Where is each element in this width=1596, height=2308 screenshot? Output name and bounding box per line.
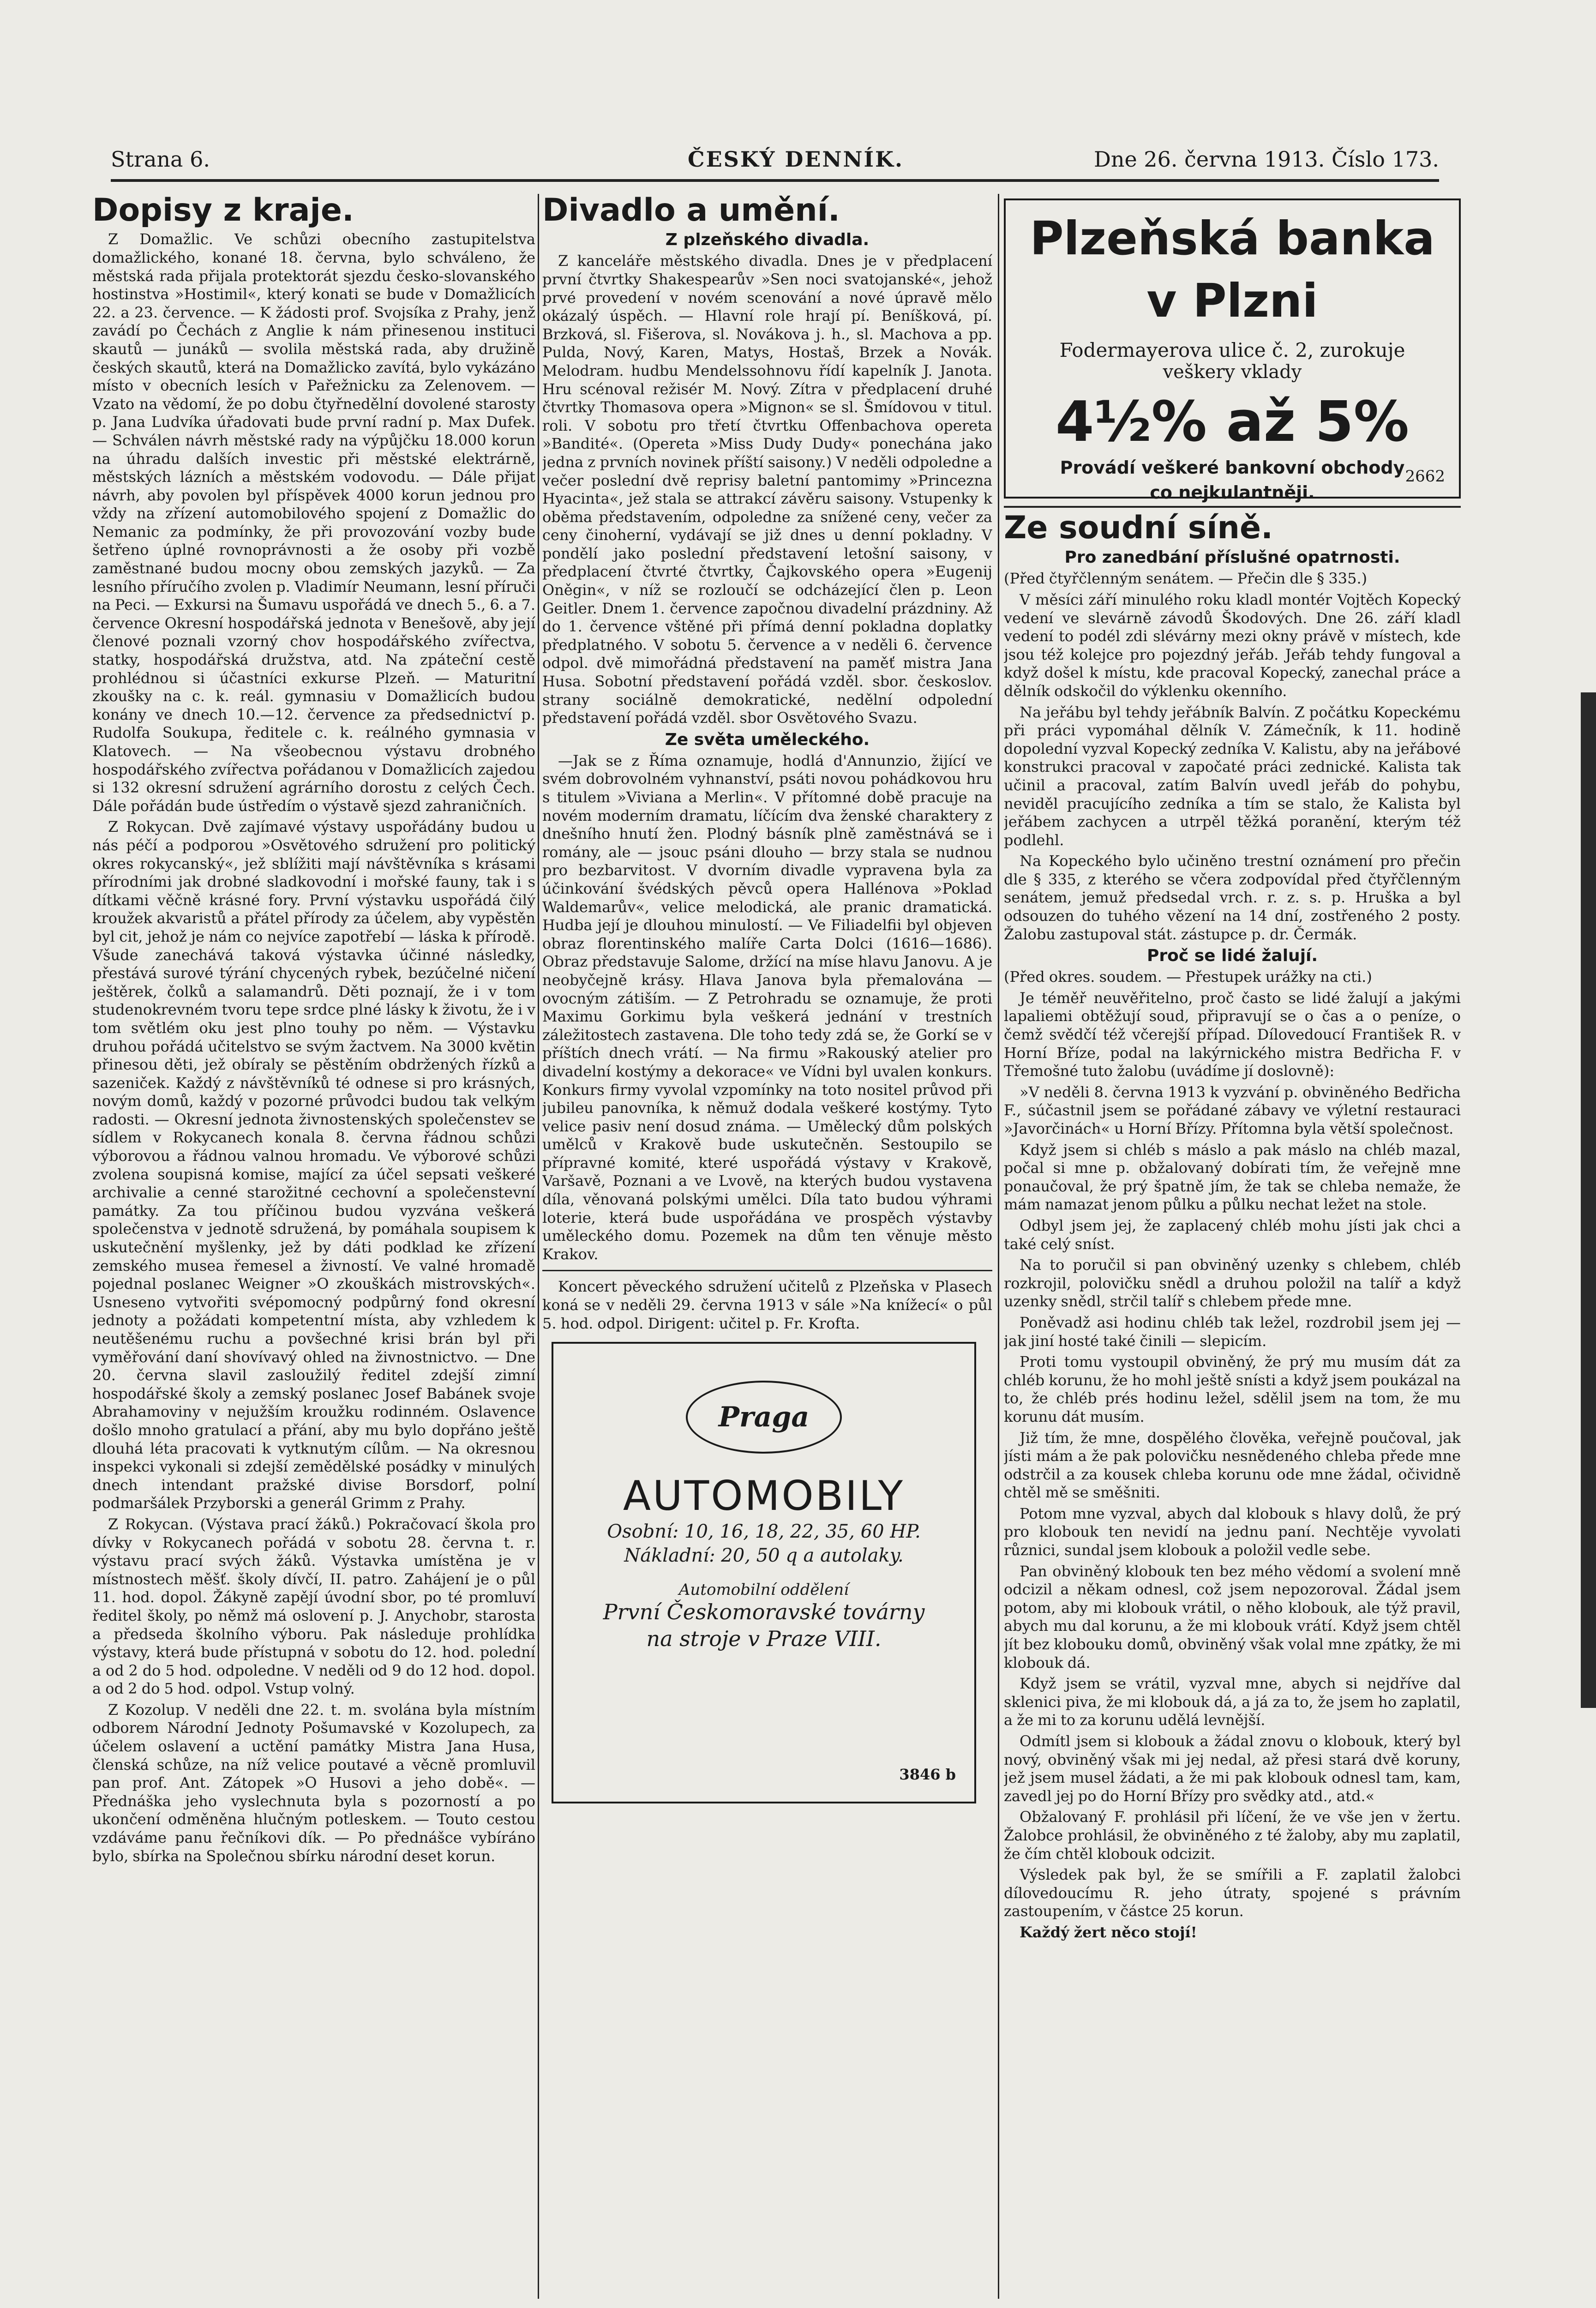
ad-line: První Českomoravské továrny — [603, 1599, 925, 1625]
interest-rate: 4½% až 5% — [1055, 390, 1410, 454]
paragraph: Obžalovaný F. prohlásil při líčení, že ve vše jen v žertu. Žalobce prohlásil, že obviněného z té žaloby, aby mu zaplatil, že čím chtěl klobouk odcizit. — [1004, 1808, 1461, 1863]
column-court — [1004, 194, 1461, 2299]
divider — [1004, 506, 1461, 508]
bank-address: Fodermayerova ulice č. 2, zurokuje — [1059, 339, 1405, 361]
praga-automobile-ad — [552, 1342, 976, 1803]
paragraph: Proti tomu vystoupil obviněný, že prý mu musím dát za chléb korunu, že ho mohl ještě snísti a když jsem poukázal na to, že chléb prés hodinu ležel, sdělil jsem na tom, že mu korunu dát musím. — [1004, 1353, 1461, 1425]
paragraph: Pan obviněný klobouk ten bez mého vědomí a svolení mně odcizil a někam odnesl, což jsem nepozoroval. Žádal jsem potom, aby mi klobouk vrátil, o něho klobouk, ale týž pravil, abych mu dal korunu, a že mi klobouk vrátí. Když jsem chtěl jít bez klobouku domů, obviněný však volal mne zpátky, že mi klobouk dá. — [1004, 1562, 1461, 1671]
ad-line: Osobní: 10, 16, 18, 22, 35, 60 HP. — [607, 1521, 921, 1543]
paragraph: Když jsem se vrátil, vyzval mne, abych si nejdříve dal sklenici piva, že mi klobouk dá, a já za to, že jsem ho zaplatil, a že mi to za korunu udělá levnější. — [1004, 1675, 1461, 1729]
court-note: (Před okres. soudem. — Přestupek urážky na cti.) — [1004, 968, 1372, 986]
paragraph: V měsíci září minulého roku kladl montér Vojtěch Kopecký vedení ve slevárně závodů Škodových. Dne 26. září kladl vedení to podél zdi slévárny mezi okny právě v místech, kde jsou též kolejce pro pojezdný jeřáb. Jeřáb tehdy fungoval a když došel k místu, kde pracoval Kopecký, zanechal práce a dělník odskočil do výklenku okenního. — [1004, 590, 1461, 700]
page-number: Strana 6. — [111, 147, 210, 172]
ad-line: Nákladní: 20, 50 q a autolaky. — [624, 1545, 904, 1567]
issue-date: Dne 26. června 1913. Číslo 173. — [1093, 147, 1439, 172]
paragraph: Potom mne vyzval, abych dal klobouk s hlavy dolů, že prý pro klobouk ten nevidí na jednu paní. Nechtěje vyvolati různici, sundal jsem klobouk a položil vedle sebe. — [1004, 1504, 1461, 1559]
article-rokycany: Z Rokycan. Dvě zajímavé výstavy uspořádány budou u nás péčí a podporou »Osvětového sdružení pro politický okres rokycanský«, jež sblížiti mají návštěvníka s krásami přírodními jak drobné sladkovodní i mořské fauny, tak i s dítkami věčně krásné fory. První výstavku uspořádá čilý kroužek akvaristů a přátel přírody za účelem, aby vypěstěn byl cit, jehož je nám co nejvíce zapotřebí — láska k přírodě. Všude zanechává taková výstavka účinné následky, přestává surové týrání chycených rybek, bezúčelné ničení ještěrek, čolků a salamandrů. Děti poznají, že i v tom studenokrevném tvoru tepe srdce plné lásky k životu, že i v tom světlém oku jest plno touhy po něm. — Výstavku druhou pořádá učitelstvo se svým žactvem. Na 3000 květin přinesou děti, jež obíraly se pěstěním obdržených řízků a sazeniček. Každý z návštěvníků té odnese si pro krásných, novým domů, každý v pozorné průvodci budou tak velkým radosti. — Okresní jednota živnostenských společenstev se sídlem v Rokycanech konala 8. června řádnou schůzi výborovou a řádnou valnou hromadu. Ve výborové schůzi zvolena soupisná komise, mající za účel sepsati veškeré archivalie a cenné starožitné cechovní a společenstevní památky. Za tou příčinou budou vyzvána veškerá společenstva v jednotě sdružená, by pomáhala soupisem k uskutečnění myšlenky, jež by dáti podklad ke zřízení zemského musea řemesel a živností. Ve valné hromadě pojednal poslanec Weigner »O zkouškách mistrovských«. Usneseno vytvořiti svépomocný podpůrný fond okresní jednoty a požádati kompetentní místa, aby vzhledem k neutěšenému ruchu a povšechné krisi brán byl při vyměřování daní shovívavý ohled na živnostnictvo. — Dne 20. června slavil zasloužilý ředitel zdejší zimní hospodářské školy a zemský poslanec Josef Babánek svoje Abrahamoviny v nejužším kroužku rodinném. Oslavence došlo mnoho gratulací a přání, aby mu bylo dopřáno ještě dlouhá léta pracovati k vytknutým cílům. — Na okresnou inspekci vykonali si zdejší zemědělské posádky v minulých dnech intendant pražské divise Borsdorf, polní podmaršálek Przyborski a generál Grimm z Prahy. — [92, 818, 535, 1512]
closing-line: Každý žert něco stojí! — [1020, 1923, 1197, 1941]
paragraph: Výsledek pak byl, že se smířili a F. zaplatil žalobci dílovedoucímu R. jeho útraty, spojené s právním zastoupením, v částce 25 korun. — [1004, 1866, 1461, 1920]
column-rule-1 — [538, 194, 539, 2299]
section-heading: Dopisy z kraje. — [92, 194, 354, 228]
paragraph: Na Kopeckého bylo učiněno trestní oznámení pro přečin dle § 335, z kterého se včera zodpovídal před čtyřčlenným senátem, jemuž předsedal vrch. r. z. s. p. Hruška a byl odsouzen do tuhého vězení na 14 dní, zostřeného 2 posty. Žalobu zastupoval stát. zástupce p. dr. Čermák. — [1004, 852, 1461, 943]
bank-text: veškery vklady — [1163, 361, 1302, 383]
paragraph: Odmítl jsem si klobouk a žádal znovu o klobouk, který byl nový, obviněný však mi jej nedal, až přesi stará dvě koruny, jež jsem musel žádati, a že mi pak klobouk odnesl tam, kam, zavedl jej po do Horní Břízy pro svědky atd., atd.« — [1004, 1732, 1461, 1805]
column-regional-letters — [92, 194, 535, 2299]
subheading: Z plzeňského divadla. — [665, 230, 870, 250]
article-rokycany-exhibition: Z Rokycan. (Výstava prací žáků.) Pokračovací škola pro dívky v Rokycanech pořádá v sobotu 28. června t. r. výstavu prací svých žáků. Výstavka umístěna je v místnostech měšť. školy dívčí, II. patro. Zahájení je o půl 11. hod. dopol. Žákyně zapějí úvodní sbor, po té promluví ředitel školy, po němž má oslovení p. J. Anychobr, starosta a předseda školního výboru. Pak následuje prohlídka výstavy, která bude přístupná v sobotu do 12. hod. polední a od 2 do 5 hod. odpoledne. V neděli od 9 do 12 hod. dopol. a od 2 do 5 hod. odpol. Vstup volný. — [92, 1515, 535, 1698]
article-art-world: —Jak se z Říma oznamuje, hodlá d'Annunzio, žijící ve svém dobrovolném vyhnanství, psáti novou pohádkovou hru s titulem »Viviana a Merlin«. V přítomné době pracuje na novém moderním dramatu, líčícím dva ženské charaktery z dnešního hnutí žen. Plodný básník plně zaměstnává se i romány, ale — jsouc psáni dlouho — brzy stala se nudnou pro bezbarvitost. V dvorním divadle vypravena byla za účinkování švédských pěvců opera Hallénova »Poklad Waldemarův«, velice melodická, ale pranic dramatická. Hudba její je dlouhou minulostí. — Ve Filiadelfii byl objeven obraz florentinského malíře Carta Dolci (1616—1686). Obraz představuje Salome, držící na míse hlavu Janovu. A je neobyčejně krásy. Hlava Janova byla přemalována — ovocným zátiším. — Z Petrohradu se oznamuje, že proti Maximu Gorkimu byla veškerá jednání v trestních záležitostech zastavena. Dle toho tedy zdá se, že Gorkí se v příštích dnech vrátí. — Na firmu »Rakouský atelier pro divadelní kostýmy a dekorace« ve Vídni byl uvalen konkurs. Konkurs firmy vyvolal vzpomínky na toto nositel průvod při jubileu panovníka, k němuž dodala veškeré kostýmy. Tyto velice pasiv není dosud známa. — Umělecký dům polských umělců v Krakově bude uskutečněn. Sestoupilo se přípravné komité, které uspořádá výstavy v Krakově, Varšavě, Poznani a ve Lvově, na kterých budou vystavena díla, věnovaná polskými umělci. Díla tato budou výhrami loterie, která bude uspořádána ve prospěch výstavby uměleckého domu. Pozemek na dům ten věnuje město Krakov. — [542, 751, 992, 1263]
section-heading: Ze soudní síně. — [1004, 510, 1273, 546]
paragraph: Je téměř neuvěřitelno, proč často se lidé žalují a jakými lapaliemi obtěžují soud, připravují se o čas a o peníze, o čemž svědčí též včerejší případ. Dílovedoucí František R. v Horní Bříze, podal na lakýrnického mistra Bedřicha F. v Třemošné tuto žalobu (uvádíme jí doslovně): — [1004, 989, 1461, 1080]
article-kozolupy: Z Kozolup. V neděli dne 22. t. m. svolána byla místním odborem Národní Jednoty Pošumavské v Kozolupech, za účelem oslavení a uctění památky Mistra Jana Husa, členská schůze, na níž velice poutavé a věcně promluvil pan prof. Ant. Zátopek »O Husovi a jeho době«. — Přednáška jeho vyslechnuta byla s pozorností a po ukončení odměněna hlučným potleskem. — Touto cestou vzdáváme panu řečníkovi dík. — Po přednášce vybíráno bylo, sbírka na Společnou sbírku národní deset korun. — [92, 1701, 535, 1865]
paragraph: Již tím, že mne, dospělého člověka, veřejně poučoval, jak jísti mám a že pak polovičku nesnědeného chleba přede mne odstrčil a za kousek chleba korunu ode mne žádal, očividně chtěl mě se směšniti. — [1004, 1429, 1461, 1502]
ad-line: Automobilní oddělení — [678, 1581, 849, 1599]
bank-text: Provádí veškeré bankovní obchody — [1060, 457, 1405, 478]
paragraph: Na jeřábu byl tehdy jeřábník Balvín. Z počátku Kopeckému při práci vypomáhal dělník V. Zámečník, k 11. hodině dopolední vyzval Kopecký zedníka V. Kalistu, aby na jeřábové konstrukci pracoval v započaté práci zednické. Kalista tak učinil a pracoval, zatím Balvín uvedl jeřáb do pohybu, neviděl pracujícího zedníka a tím se stalo, že Kalista byl jeřábem zachycen a utrpěl těžká poranění, kterým též podlehl. — [1004, 703, 1461, 849]
paragraph: Když jsem si chléb s máslo a pak máslo na chléb mazal, počal si mne p. obžalovaný dobírati tím, že veřejně mne ponaučoval, že prý špatně jím, že tak se chleba nemaže, že mám namazat jenom půlku a půlku nechat ležet na stole. — [1004, 1141, 1461, 1214]
section-heading: Divadlo a umění. — [542, 194, 840, 228]
column-theatre-art — [542, 194, 992, 2299]
article-theatre: Z kanceláře městského divadla. Dnes je v předplacení první čtvrtky Shakespearův »Sen noci svatojanské«, jehož prvé provedení v novém scenování a nové úpravě mělo okázalý úspěch. — Hlavní role hrají pí. Beníšková, pí. Brzková, sl. Fišerova, sl. Novákova j. h., sl. Machova a pp. Pulda, Nový, Karen, Matys, Hostaš, Brzek a Novák. Melodram. hudbu Mendelssohnovu řídí kapelník J. Janota. Hru scénoval režisér M. Nový. Zítra v předplacení druhé čtvrtky Thomasova opera »Mignon« se sl. Šmídovou v titul. roli. V sobotu pro třetí čtvrtku Offenbachova opereta »Bandité«. (Opereta »Miss Dudy Dudy« ponechána jako jedna z prvních novinek příští saisony.) V neděli odpoledne a večer poslední dvě reprisy baletní pantomimy »Princezna Hyacinta«, jež stala se attrakcí závěru saisony. Vstupenky k oběma představením, odpoledne za snížené ceny, večer za ceny činoherní, vydávají se již dnes u denní pokladny. V pondělí jako poslední představení letošní saisony, v předplacení čtvrté čtvrtky, Čajkovského opera »Eugenij Oněgin«, v níž se rozloučí se odcházející člen p. Leon Geitler. Dnem 1. července započnou divadelní prázdniny. Až do 1. července vštěné při přímá denní pokladna doplatky předplatného. V sobotu 5. července a v neděli 6. července odpol. dvě mimořádná představení na paměť mistra Jana Husa. Sobotní představení pořádá vzděl. sbor. českoslov. strany sociálně demokratické, nedělní odpolední představení pořádá vzděl. sbor Osvětového Svazu. — [542, 252, 992, 727]
paragraph: Poněvadž asi hodinu chléb tak ležel, rozdrobil jsem jej — jak jiní hosté také činili — slepicím. — [1004, 1313, 1461, 1350]
masthead — [111, 147, 1439, 184]
subheading: Ze světa uměleckého. — [665, 730, 870, 749]
bank-name: Plzeňská banka — [1030, 211, 1435, 265]
plzenska-banka-ad — [1004, 198, 1461, 503]
article-domazlice: Z Domažlic. Ve schůzi obecního zastupitelstva domažlického, konané 18. června, bylo schváleno, že městská rada přijala protektorát sjezdu česko-slovanského hostinstva »Hostimil«, který konati se bude v Domažlicích 22. a 23. července. — K žádosti prof. Svojsíka z Prahy, jenž zavádí po Čechách z Anglie k nám přinesenou instituci skautů — junáků — svolila městská rada, aby družině českých skautů, která na Domažlicko zavítá, bylo vykázáno místo v obecních lesích v Pařežnicku za Zelenovem. — Vzato na vědomí, že po dobu čtyřnedělní dovolené starosty p. Jana Ludvíka úřadovati bude první radní p. Max Dufek. — Schválen návrh městské rady na výpůjčku 18.000 korun na úhradu dalších investic při městské elektrárně, městských lázních a městském vodovodu. — Dále přijat návrh, aby povolen byl příspěvek 4000 korun jednou pro vždy na zřízení automobilového spojení z Domažlic do Nemanic za podmínky, že při provozování vozby bude šetřeno úplné rovnoprávnosti a že osoby při vozbě zaměstnané budou mocny obou zemských jazyků. — Za lesního příručího zvolen p. Vladimír Neumann, lesní příruči na Peci. — Exkursi na Šumavu uspořádá ve dnech 5., 6. a 7. července Okresní hospodářská jednota v Benešově, aby její členové poznali vzorný chov hospodářského zvířectva, statky, hospodářská družstva, atd. Na zpáteční cestě prohlédnou si účastníci exkurse Plzeň. — Maturitní zkoušky na c. k. reál. gymnasiu v Domažlicích budou konány ve dnech 10.—12. července za předsednictví p. Rudolfa Soukupa, ředitele c. k. reálného gymnasia v Klatovech. — Na všeobecnou výstavu drobného hospodářského zvířectva pořádanou v Domažlicích zajedou si 132 okresní sdružení agrárního dorostu z celých Čech. Dále pořádán bude ústředím o výstavě sjezd zahraničních. — [92, 230, 535, 815]
article-concert: Koncert pěveckého sdružení učitelů z Plzeňska v Plasech koná se v neděli 29. června 1913 v sále »Na knížecí« o půl 5. hod. odpol. Dirigent: učitel p. Fr. Krofta. — [542, 1278, 992, 1332]
bank-city: v Plzni — [1146, 274, 1318, 328]
bank-text: co nejkulantněji. — [1150, 482, 1315, 503]
adjacent-page-edge — [1581, 692, 1596, 1708]
ad-number: 2662 — [1405, 467, 1445, 486]
divider — [542, 1270, 992, 1271]
paragraph: Odbyl jsem jej, že zaplacený chléb mohu jísti jak chci a také celý sníst. — [1004, 1216, 1461, 1253]
ad-number: 3846 b — [899, 1766, 956, 1784]
header-rule — [111, 179, 1439, 182]
ad-line: na stroje v Praze VIII. — [646, 1626, 882, 1651]
subheading: Proč se lidé žalují. — [1146, 946, 1318, 966]
praga-logo: Praga — [686, 1381, 842, 1454]
newspaper-title: ČESKÝ DENNÍK. — [688, 147, 904, 172]
column-rule-2 — [998, 194, 999, 2299]
paragraph: »V neděli 8. června 1913 k vyzvání p. obviněného Bedřicha F., súčastnil jsem se pořádané zábavy ve výletní restauraci »Javorčinách« u Horní Břízy. Přítomna byla větší společnost. — [1004, 1083, 1461, 1138]
subheading: Pro zanedbání příslušné opatrnosti. — [1064, 548, 1400, 567]
paragraph: Na to poručil si pan obviněný uzenky s chlebem, chléb rozkrojil, polovičku snědl a druhou položil na talíř a když uzenky snědl, strčil talíř s chlebem přede mne. — [1004, 1256, 1461, 1310]
ad-title: AUTOMOBILY — [623, 1472, 905, 1520]
court-note: (Před čtyřčlenným senátem. — Přečin dle § 335.) — [1004, 570, 1368, 588]
